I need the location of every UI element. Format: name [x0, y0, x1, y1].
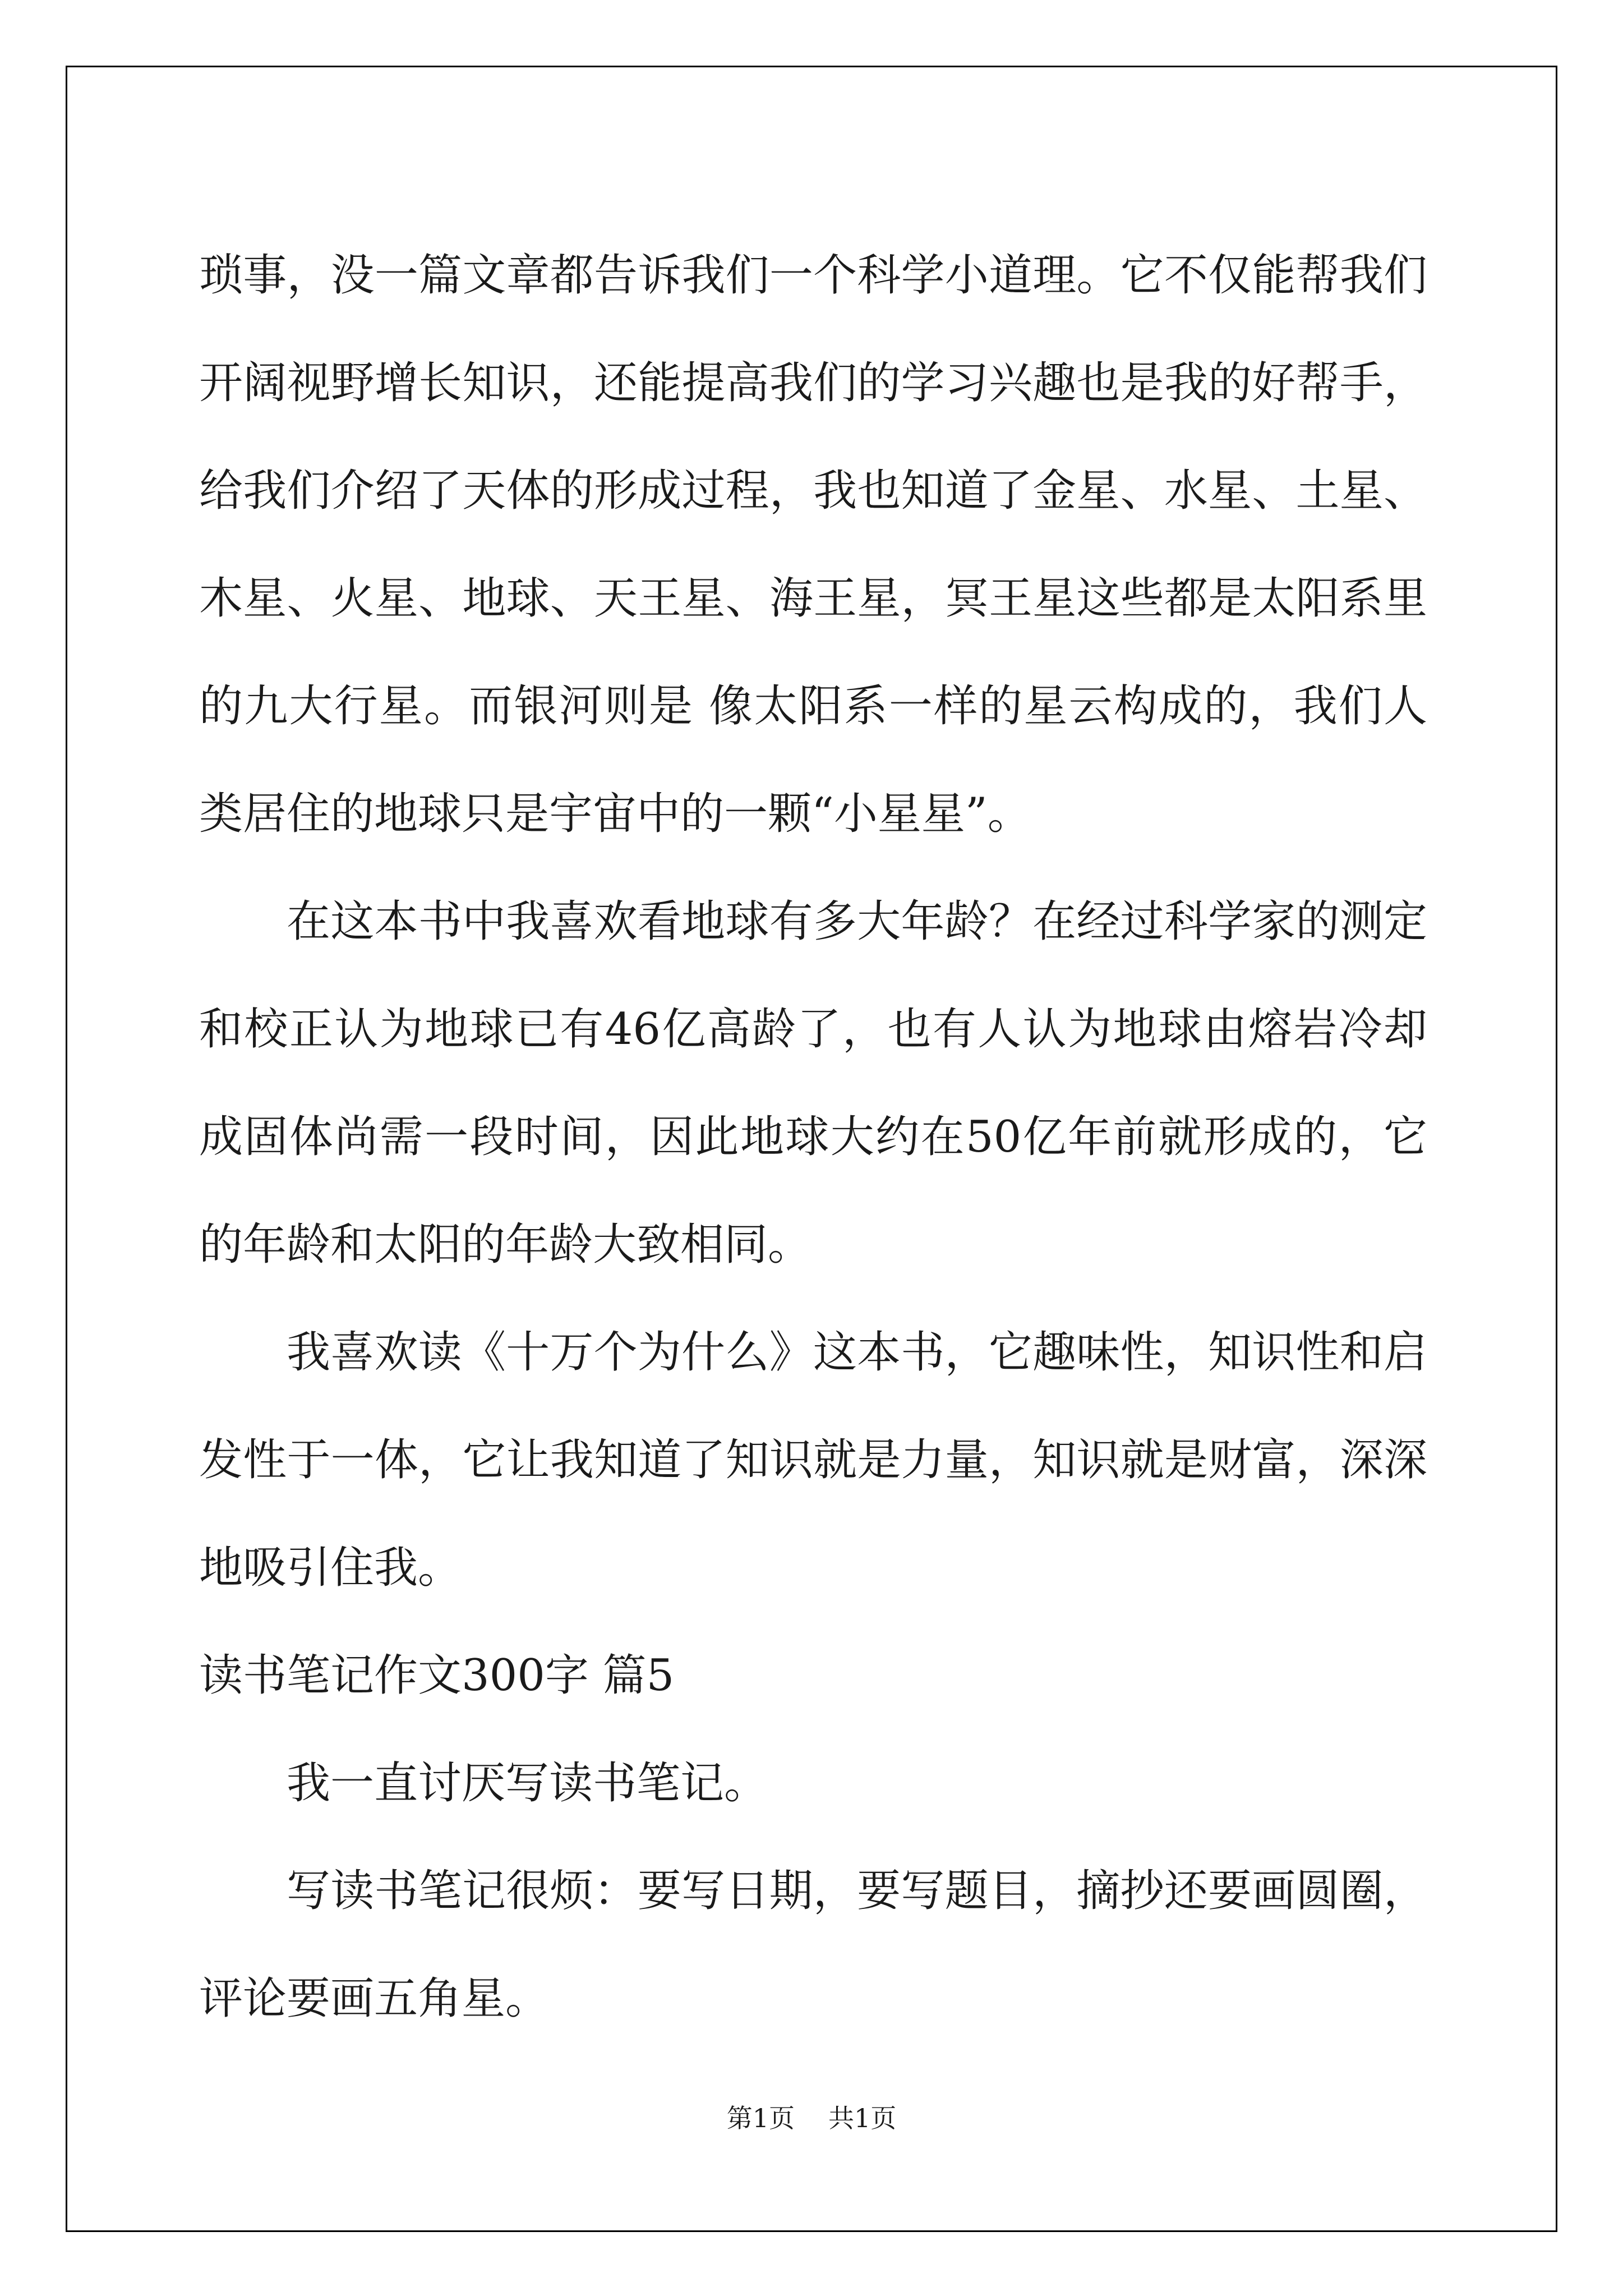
page-number: 第1页 — [726, 2103, 795, 2133]
paragraph-1: 琐事，没一篇文章都告诉我们一个科学小道理。它不仅能帮我们开阔视野增长知识，还能提高我们的学习兴趣也是我的好帮手，给我们介绍了天体的形成过程，我也知道了金星、水星、土星、木星、火星、地球、天王星、海王星，冥王星这些都是太阳系里的九大行星。而银河则是 像太阳系一样的星云构成的，我们人类居住的地球只是宇宙中的一颗“小星星”。 — [199, 250, 1427, 839]
page-total: 共1页 — [828, 2103, 897, 2133]
document-body — [199, 222, 1427, 2053]
paragraph-2: 在这本书中我喜欢看地球有多大年龄？在经过科学家的测定和校正认为地球已有46亿高龄了，也有人认为地球由熔岩冷却成固体尚需一段时间，因此地球大约在50亿年前就形成的，它的年龄和太阳的年龄大致相同。 — [199, 896, 1427, 1270]
page-footer — [0, 2098, 1623, 2135]
paragraph-5: 写读书笔记很烦：要写日期，要写题目，摘抄还要画圆圈，评论要画五角星。 — [199, 1866, 1427, 2024]
paragraph-3: 我喜欢读《十万个为什么》这本书，它趣味性，知识性和启发性于一体，它让我知道了知识就是力量，知识就是财富，深深地吸引住我。 — [199, 1327, 1427, 1593]
paragraph-4: 我一直讨厌写读书笔记。 — [287, 1758, 768, 1809]
section-heading: 读书笔记作文300字 篇5 — [199, 1650, 675, 1701]
